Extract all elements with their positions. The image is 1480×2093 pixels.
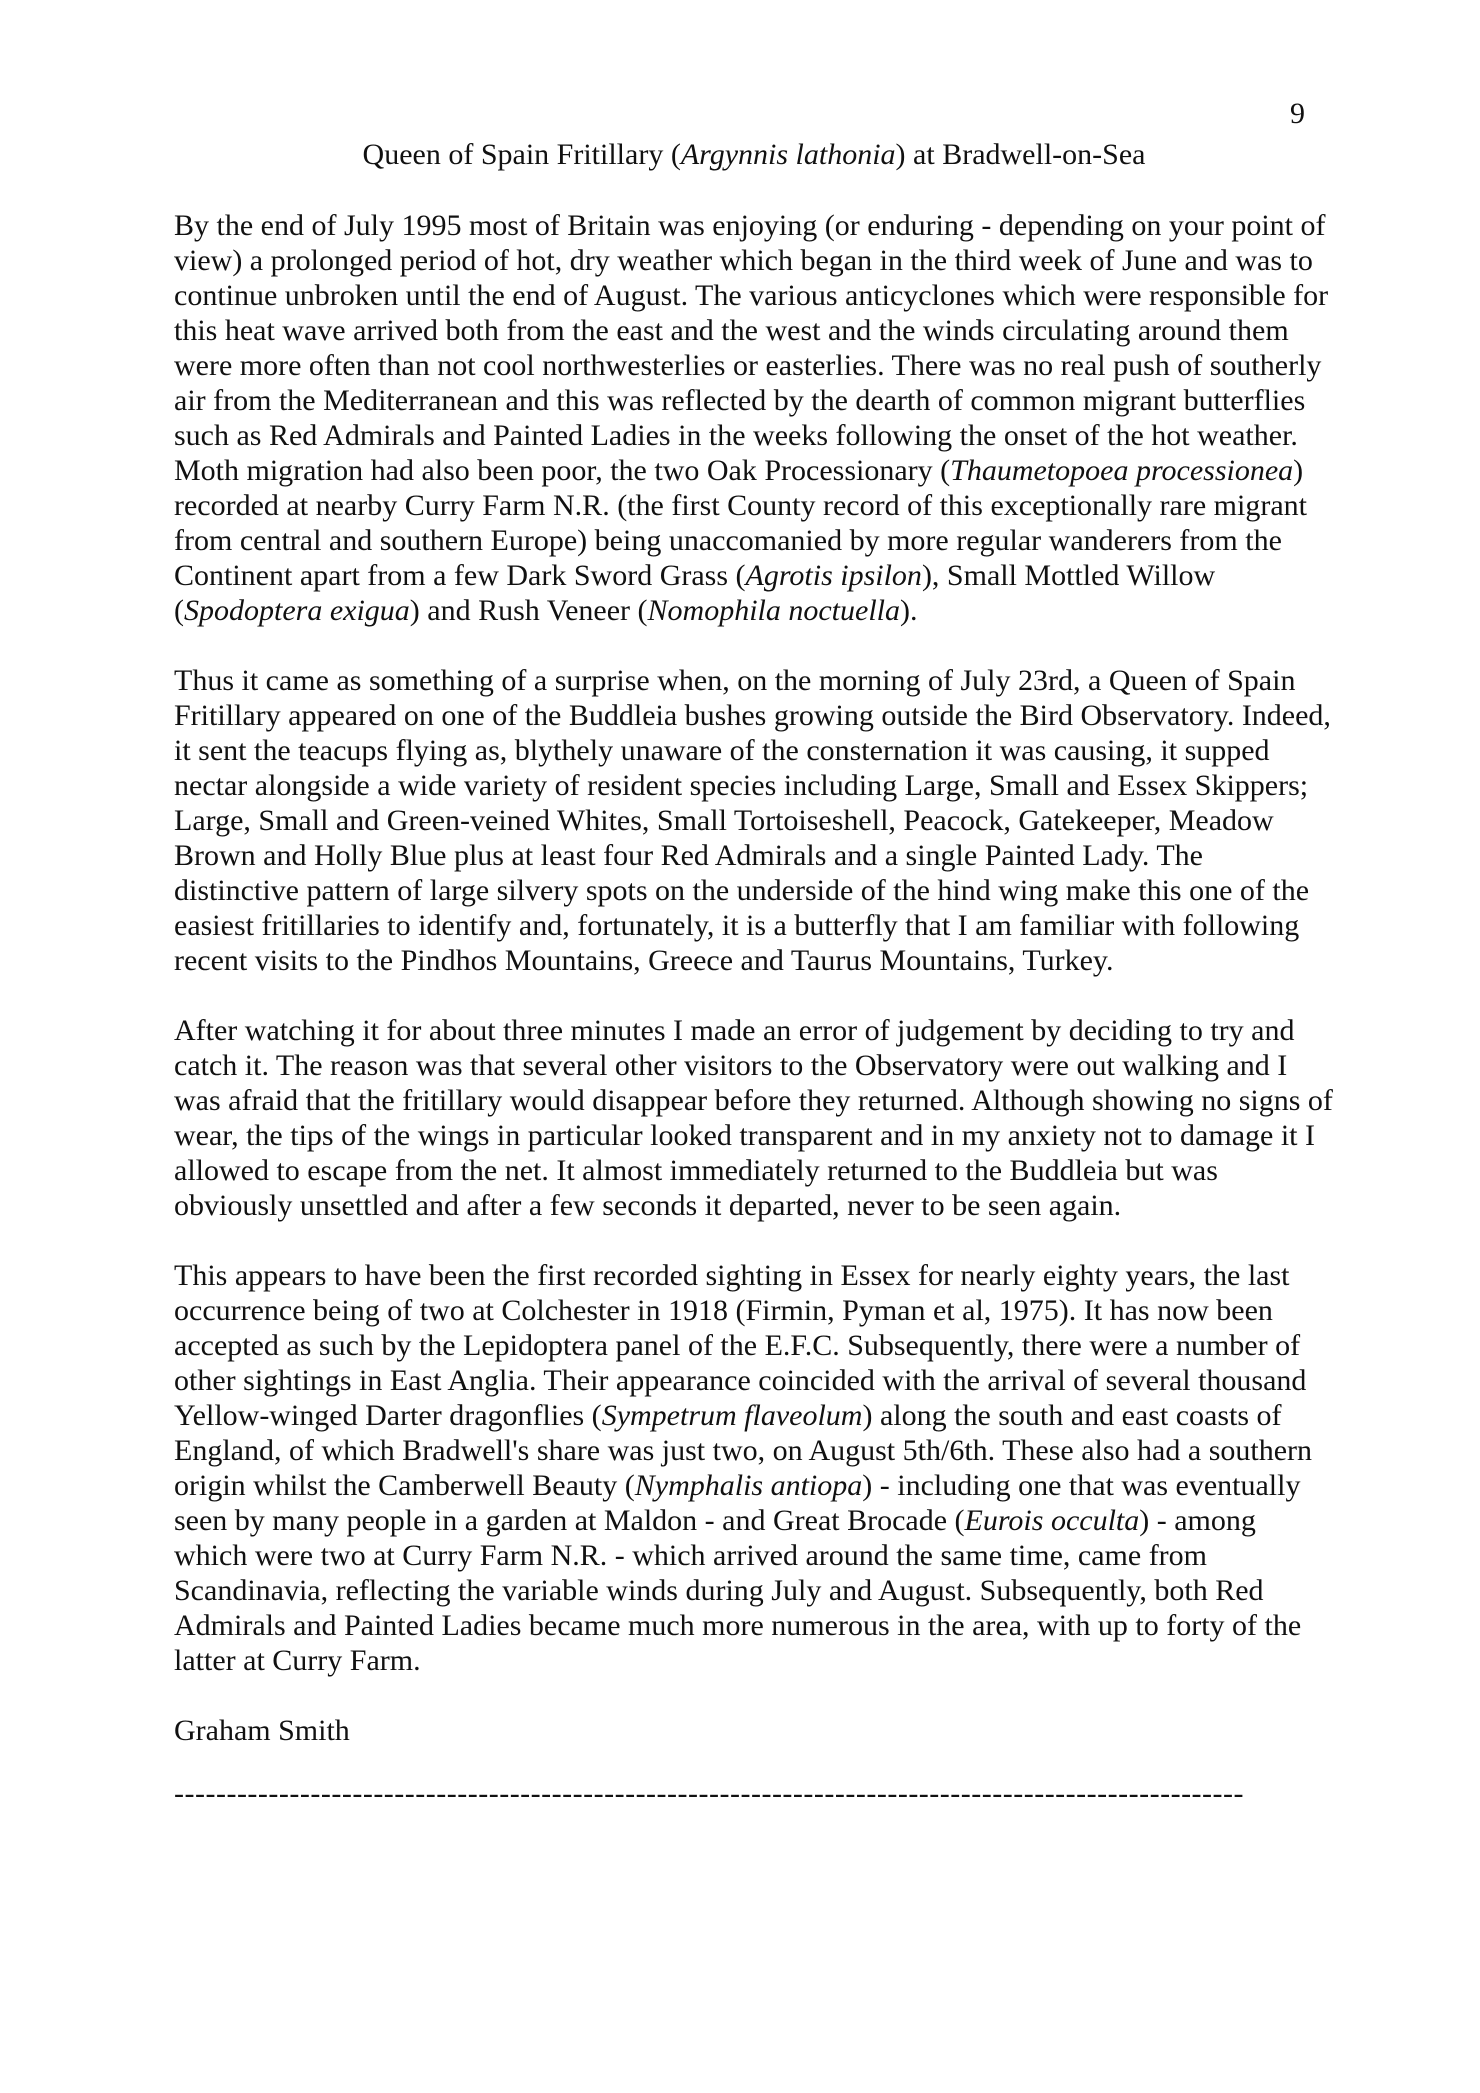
paragraph-text: ), Small Mottled Willow ( xyxy=(174,559,1216,627)
paragraph-text: This appears to have been the first recorded sighting in Essex for nearly eighty years, the last occurrence being of two at Colchester in 1918 (Firmin, Pyman et al, 1975). It has now been accepted as such by the Lepidoptera panel of the E.F.C. Subsequently, there were a number of other sightings in East Anglia. Their appearance coincided with the arrival of several thousand Yellow-winged Darter dragonflies ( xyxy=(174,1259,1307,1432)
paragraph-text: ). xyxy=(900,594,918,627)
species-name: Nymphalis antiopa xyxy=(634,1469,863,1502)
paragraph xyxy=(174,1013,1334,1223)
title-species-name: Argynnis lathonia xyxy=(680,138,896,171)
species-name: Sympetrum flaveolum xyxy=(601,1399,863,1432)
paragraph-text: ) - among which were two at Curry Farm N.R. - which arrived around the same time, came from Scandinavia, reflecting the variable winds during July and August. Subsequently, both Red Admirals and Painted Ladies became much more numerous in the area, with up to forty of the latter at Curry Farm. xyxy=(174,1504,1302,1677)
paragraph-text: ) and Rush Veneer ( xyxy=(409,594,648,627)
paragraph xyxy=(174,208,1334,628)
author-signature: Graham Smith xyxy=(174,1714,350,1747)
species-name: Agrotis ipsilon xyxy=(745,559,922,592)
paragraph-text: After watching it for about three minutes I made an error of judgement by deciding to try and catch it. The reason was that several other visitors to the Observatory were out walking and I was afraid that the fritillary would disappear before they returned. Although showing no signs of wear, the tips of the wings in particular looked transparent and in my anxiety not to damage it I allowed to escape from the net. It almost immediately returned to the Buddleia but was obviously unsettled and after a few seconds it departed, never to be seen again. xyxy=(174,1014,1333,1222)
article-title xyxy=(174,137,1334,172)
species-name: Eurois occulta xyxy=(964,1504,1140,1537)
paragraph-text: Thus it came as something of a surprise when, on the morning of July 23rd, a Queen of Spain Fritillary appeared on one of the Buddleia bushes growing outside the Bird Observatory. Indeed, it sent the teacups flying as, blythely unaware of the consternation it was causing, it supped nectar alongside a wide variety of resident species including Large, Small and Essex Skippers; Large, Small and Green-veined Whites, Small Tortoiseshell, Peacock, Gatekeeper, Meadow Brown and Holly Blue plus at least four Red Admirals and a single Painted Lady. The distinctive pattern of large silvery spots on the underside of the hind wing make this one of the easiest fritillaries to identify and, fortunately, it is a butterfly that I am familiar with following recent visits to the Pindhos Mountains, Greece and Taurus Mountains, Turkey. xyxy=(174,664,1331,977)
paragraph-text: ) along the south and east coasts of England, of which Bradwell's share was just two, on August 5th/6th. These also had a southern origin whilst the Camberwell Beauty ( xyxy=(174,1399,1313,1502)
article-body xyxy=(174,208,1334,1811)
paragraph xyxy=(174,1258,1334,1678)
paragraph-text: ) - including one that was eventually seen by many people in a garden at Maldon - and Great Brocade ( xyxy=(174,1469,1301,1537)
paragraph xyxy=(174,663,1334,978)
page-number: 9 xyxy=(1290,97,1305,130)
separator-line: ------------------------------------------------------------------------------------------------------ xyxy=(174,1777,1245,1810)
species-name: Nomophila noctuella xyxy=(647,594,900,627)
species-name: Spodoptera exigua xyxy=(184,594,410,627)
paragraph-text: By the end of July 1995 most of Britain was enjoying (or enduring - depending on your point of view) a prolonged period of hot, dry weather which began in the third week of June and was to continue unbroken until the end of August. The various anticyclones which were responsible for this heat wave arrived both from the east and the west and the winds circulating around them were more often than not cool northwesterlies or easterlies. There was no real push of southerly air from the Mediterranean and this was reflected by the dearth of common migrant butterflies such as Red Admirals and Painted Ladies in the weeks following the onset of the hot weather. Moth migration had also been poor, the two Oak Processionary ( xyxy=(174,209,1329,487)
title-text-end: ) at Bradwell-on-Sea xyxy=(895,138,1146,171)
paragraph-text: ) recorded at nearby Curry Farm N.R. (the first County record of this exceptionally rare migrant from central and southern Europe) being unaccomanied by more regular wanderers from the Continent apart from a few Dark Sword Grass ( xyxy=(174,454,1307,592)
species-name: Thaumetopoea processionea xyxy=(950,454,1294,487)
title-text: Queen of Spain Fritillary ( xyxy=(362,138,681,171)
